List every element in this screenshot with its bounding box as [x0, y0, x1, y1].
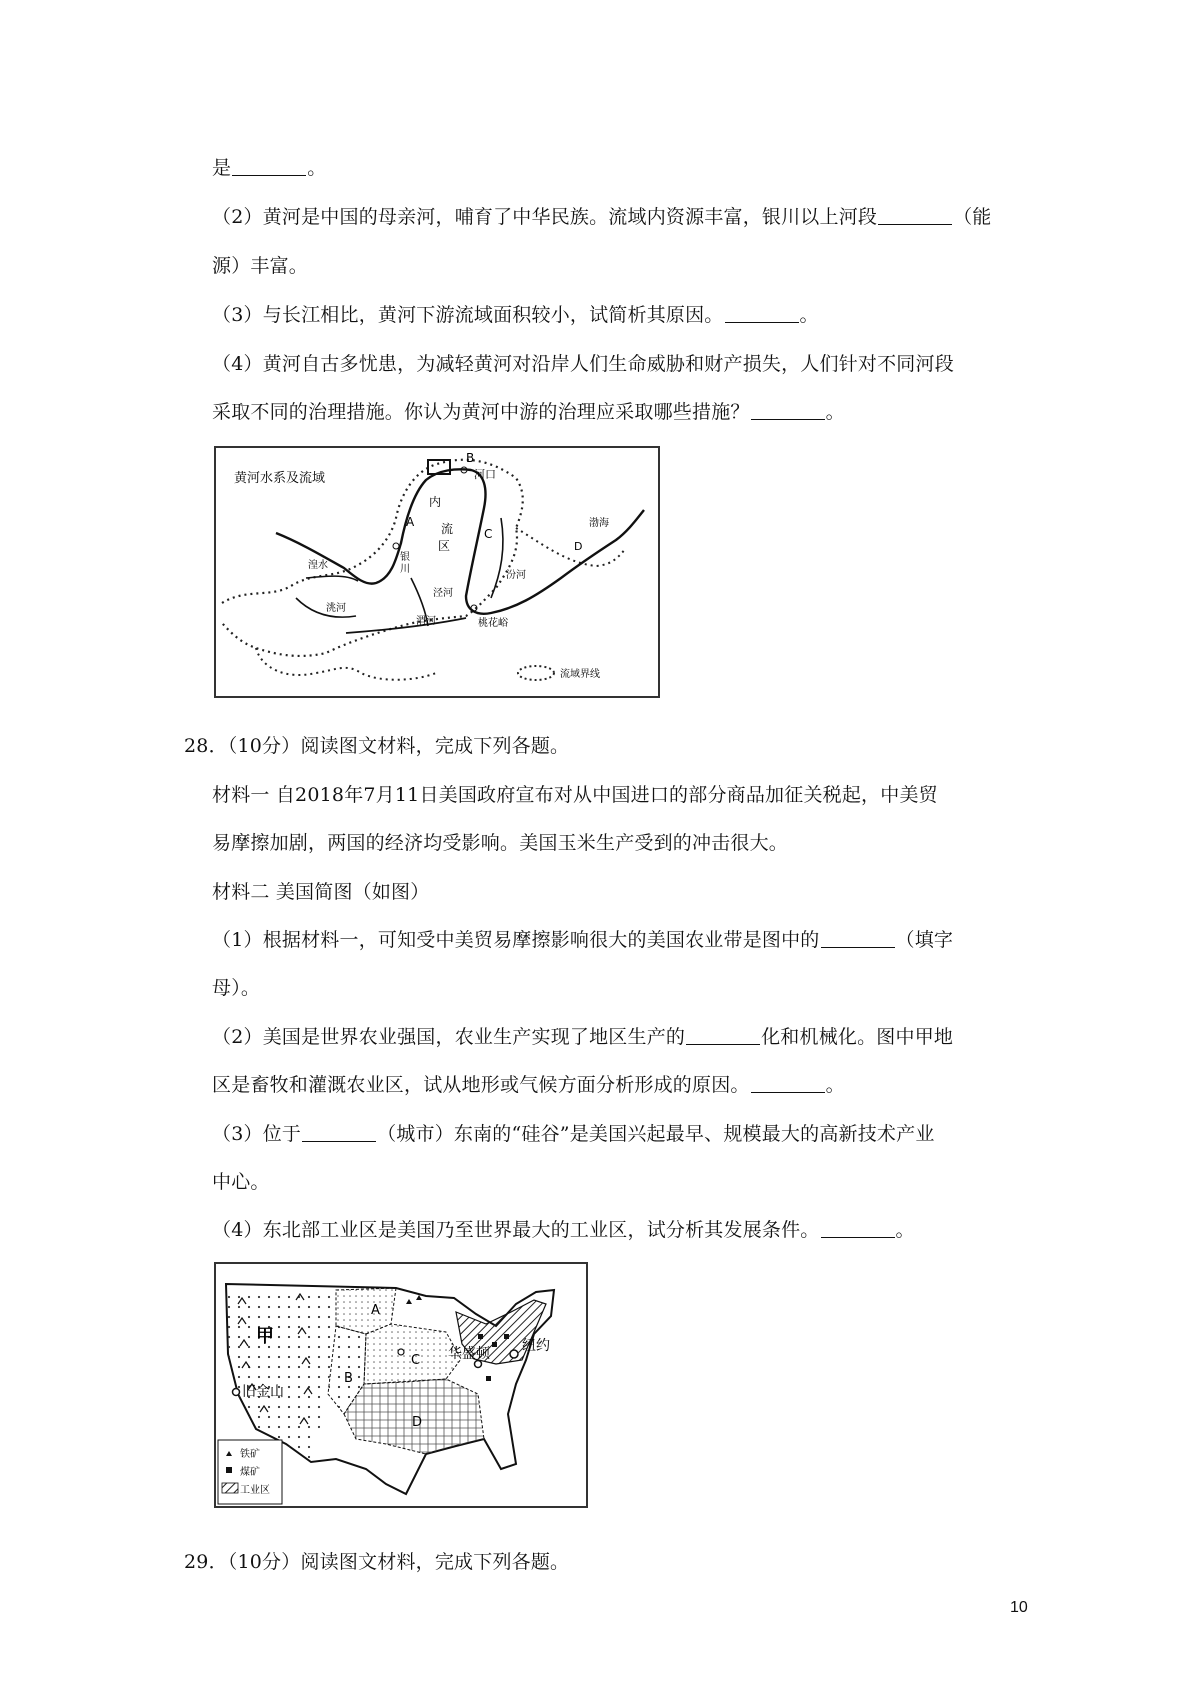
q29-header: 29．（10分）阅读图文材料，完成下列各题。 — [184, 1551, 570, 1573]
usa-map-drawing — [216, 1264, 586, 1506]
legend-industry-symbol — [222, 1483, 238, 1493]
label-A: A — [406, 515, 415, 529]
label-fenhe: 汾河 — [506, 570, 526, 581]
legend-iron-label: 铁矿 — [240, 1449, 260, 1460]
q28-material1: 材料一 自2018年7月11日美国政府宣布对从中国进口的部分商品加征关税起，中美贸 — [212, 784, 938, 806]
q28-part4: （4）东北部工业区是美国乃至世界最大的工业区，试分析其发展条件。 。 — [212, 1219, 915, 1241]
usa-map-legend — [218, 1440, 282, 1504]
answer-blank[interactable] — [821, 1219, 895, 1238]
answer-blank[interactable] — [878, 206, 952, 225]
answer-blank[interactable] — [751, 1074, 825, 1093]
answer-blank[interactable] — [751, 401, 825, 420]
label-ny: 纽约 — [522, 1338, 550, 1354]
q28-part2: （2）美国是世界农业强国，农业生产实现了地区生产的 化和机械化。图中甲地 — [212, 1026, 954, 1048]
legend-coal-label: 煤矿 — [240, 1467, 260, 1478]
label-bohai: 渤海 — [589, 518, 609, 529]
q28-material2: 材料二 美国简图（如图） — [212, 881, 430, 903]
q27-part2: （2）黄河是中国的母亲河，哺育了中华民族。流域内资源丰富，银川以上河段 （能 — [212, 206, 992, 228]
basin-boundary-south — [256, 648, 436, 680]
label-C: C — [484, 527, 493, 541]
q28-part3-cont: 中心。 — [212, 1171, 270, 1193]
legend-boundary-symbol — [518, 666, 554, 680]
label-yinchuan-1: 银 — [400, 552, 410, 563]
q28-part2-cont: 区是畜牧和灌溉农业区，试从地形或气候方面分析形成的原因。 。 — [212, 1074, 845, 1096]
label-taohuayu: 桃花峪 — [478, 618, 508, 629]
q27-answer-line: 是 。 — [212, 157, 327, 179]
q28-header: 28．（10分）阅读图文材料，完成下列各题。 — [184, 735, 570, 757]
label-B: B — [466, 451, 475, 465]
label-jinghe: 泾河 — [433, 588, 453, 599]
q27-part3: （3）与长江相比，黄河下游流域面积较小，试简析其原因。 。 — [212, 304, 819, 326]
label-weihe: 渭河 — [416, 616, 436, 627]
yinchuan-dot — [393, 543, 399, 549]
sf-dot — [233, 1389, 240, 1396]
legend-coal-symbol — [226, 1467, 232, 1473]
legend-industry-label: 工业区 — [240, 1485, 270, 1496]
answer-blank[interactable] — [302, 1123, 376, 1142]
label-liu: 流 — [441, 522, 454, 536]
answer-blank[interactable] — [725, 304, 799, 323]
basin-boundary-east — [516, 528, 626, 566]
map1-title: 黄河水系及流域 — [234, 471, 326, 486]
label-huangshui: 湟水 — [308, 560, 328, 571]
legend-label: 流域界线 — [560, 669, 600, 680]
q28-part3: （3）位于 （城市）东南的“硅谷”是美国兴起最早、规模最大的高新技术产业 — [212, 1123, 935, 1145]
ny-dot — [510, 1350, 518, 1358]
label-hekou: 河口 — [474, 468, 496, 481]
label-taohe: 洮河 — [326, 603, 346, 614]
q28-material1-cont: 易摩擦加剧，两国的经济均受影响。美国玉米生产受到的冲击很大。 — [212, 832, 789, 854]
label-B: B — [344, 1371, 353, 1386]
answer-blank[interactable] — [821, 929, 895, 948]
city-dot — [398, 1349, 404, 1355]
weihe-river — [346, 618, 466, 633]
label-yinchuan-2: 川 — [400, 564, 410, 575]
answer-blank[interactable] — [232, 157, 306, 176]
label-dc: 华盛顿 — [448, 1346, 490, 1362]
q27-part4-cont: 采取不同的治理措施。你认为黄河中游的治理应采取哪些措施？ 。 — [212, 401, 845, 423]
huangshui-river — [306, 576, 358, 581]
label-C: C — [411, 1353, 421, 1368]
answer-blank[interactable] — [686, 1026, 760, 1045]
q27-part4: （4）黄河自古多忧患，为减轻黄河对沿岸人们生命威胁和财产损失，人们针对不同河段 — [212, 353, 954, 375]
label-D: D — [412, 1415, 423, 1430]
usa-map — [214, 1262, 588, 1508]
q28-part1: （1）根据材料一，可知受中美贸易摩擦影响很大的美国农业带是图中的 （填字 — [212, 929, 954, 951]
label-jia: 甲 — [256, 1326, 274, 1347]
label-D: D — [574, 540, 583, 553]
q28-part1-cont: 母）。 — [212, 977, 261, 999]
label-nei: 内 — [429, 495, 442, 509]
page-number: 10 — [1010, 1599, 1028, 1616]
label-A: A — [371, 1303, 380, 1318]
label-sf: 旧金山 — [242, 1384, 284, 1400]
yellow-river-map-drawing — [216, 448, 658, 696]
yellow-river-main — [276, 469, 644, 613]
yellow-river-map — [214, 446, 660, 698]
label-qu: 区 — [438, 539, 451, 553]
q27-part2-cont: 源）丰富。 — [212, 255, 309, 277]
